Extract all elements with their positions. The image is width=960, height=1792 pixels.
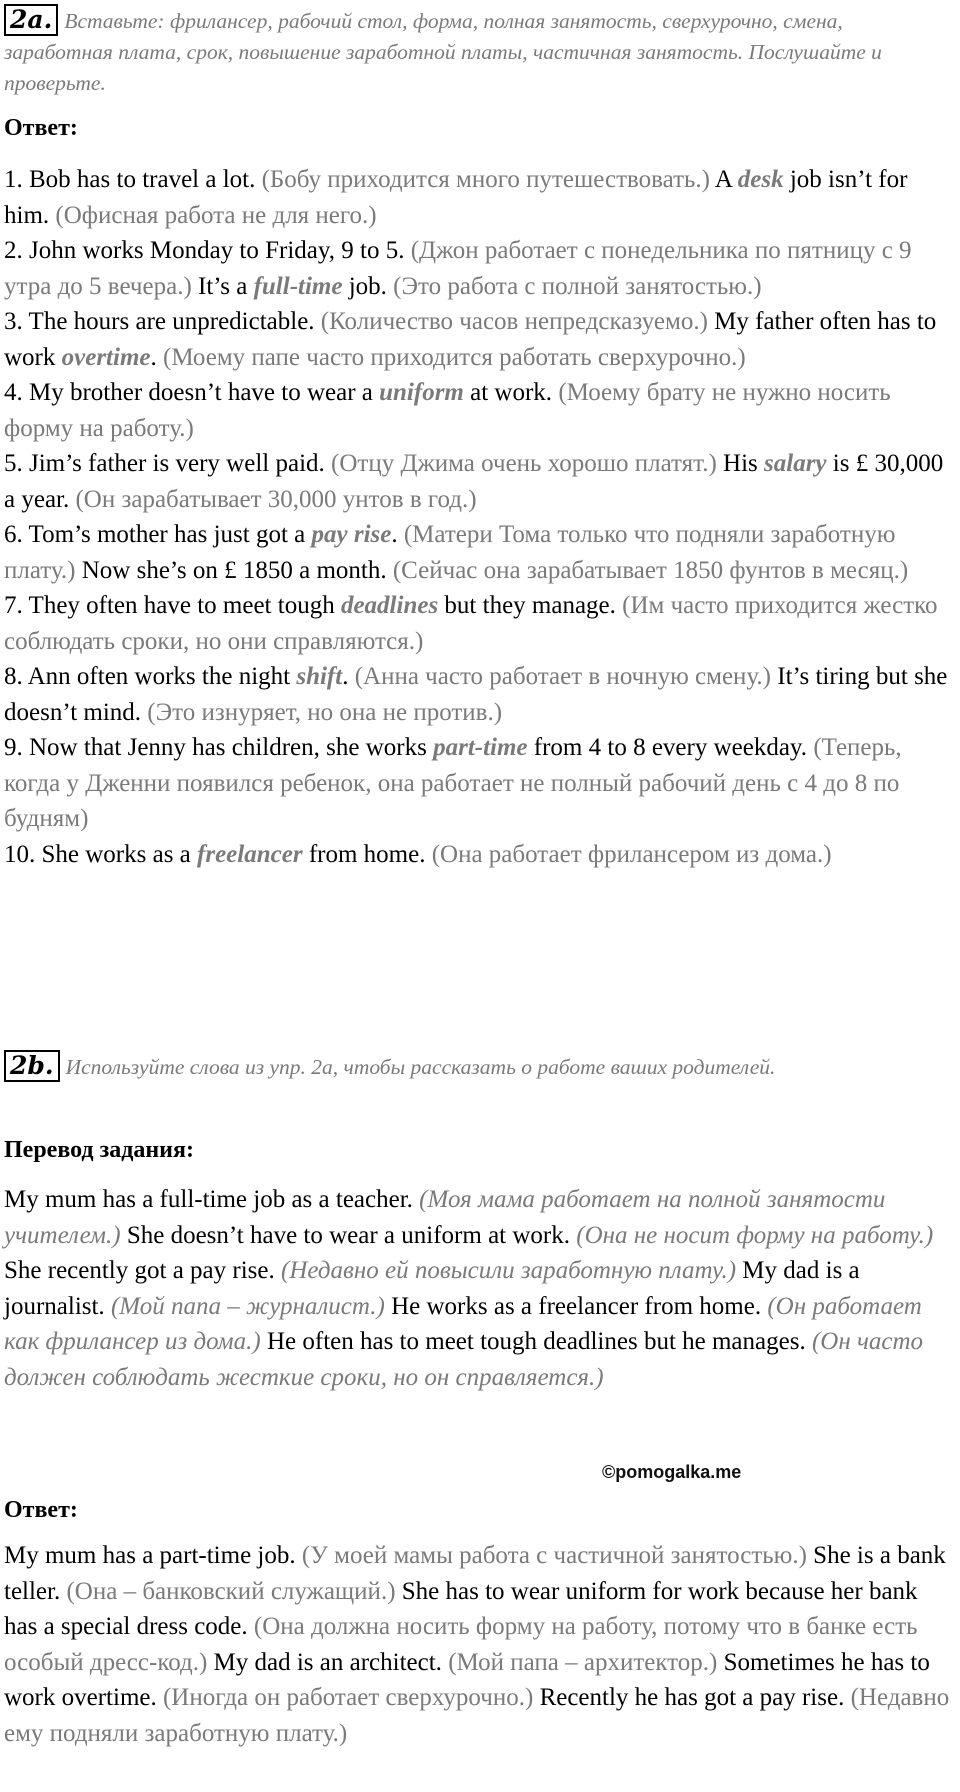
answer-item: 5. Jim’s father is very well paid. (Отцу Джима очень хорошо платят.) His salary is £ 30,000 a year. (Он зарабатывает 30,000 унтов в год.)	[4, 450, 944, 513]
task-number-2a: 2a.	[4, 4, 58, 36]
keyword: salary	[764, 450, 827, 477]
keyword: part-time	[433, 734, 528, 761]
answer-heading: Ответ:	[4, 115, 78, 141]
keyword: shift	[296, 663, 343, 690]
task-2b-header	[4, 1050, 954, 1083]
answer-item: 3. The hours are unpredictable. (Количество часов непредсказуемо.) My father often has to work overtime. (Моему папе часто приходится работать сверхурочно.)	[4, 308, 937, 371]
answer-item: 4. My brother doesn’t have to wear a uniform at work. (Моему брату не нужно носить форму на работу.)	[4, 379, 891, 442]
answer-item: 7. They often have to meet tough deadlines but they manage. (Им часто приходится жестко соблюдать сроки, но они справляются.)	[4, 592, 938, 655]
answer-heading-2: Ответ:	[4, 1497, 78, 1523]
translation-paragraph: My mum has a full-time job as a teacher. (Моя мама работает на полной занятости учителем.) She doesn’t have to wear a uniform at work. (Она не носит форму на работу.) She recently got a pay rise. (Недавно ей повысили заработную плату.) My dad is a journalist. (Мой папа – журналист.) He works as a freelancer from home. (Он работает как фрилансер из дома.) He often has to meet tough deadlines but he manages. (Он часто должен соблюдать жесткие сроки, но он справляется.)	[4, 1186, 934, 1391]
answers-list	[4, 162, 956, 872]
copyright-watermark: ©pomogalka.me	[602, 1462, 742, 1482]
keyword: uniform	[379, 379, 464, 406]
task-number-2b: 2b.	[4, 1050, 60, 1082]
answer-item: 1. Bob has to travel a lot. (Бобу приходится много путешествовать.) A desk job isn’t for him. (Офисная работа не для него.)	[4, 166, 908, 229]
task-2a-instruction: Вставьте: фрилансер, рабочий стол, форма, полная занятость, сверхурочно, смена, заработная плата, срок, повышение заработной платы, частичная занятость. Послушайте и проверьте.	[4, 9, 882, 95]
keyword: deadlines	[340, 592, 439, 619]
task-2b-instruction: Используйте слова из упр. 2a, чтобы рассказать о работе ваших родителей.	[65, 1055, 776, 1079]
answer-item: 10. She works as a freelancer from home. (Она работает фрилансером из дома.)	[4, 840, 832, 868]
answer-item: 9. Now that Jenny has children, she works part-time from 4 to 8 every weekday. (Теперь, когда у Дженни появился ребенок, она работает не полный рабочий день с 4 до 8 по будням)	[4, 734, 902, 832]
keyword: full-time	[253, 272, 343, 300]
keyword: overtime	[61, 343, 151, 371]
keyword: desk	[737, 166, 784, 193]
keyword: pay rise	[311, 521, 392, 548]
answer-item: 2. John works Monday to Friday, 9 to 5. (Джон работает с понедельника по пятницу с 9 утра до 5 вечера.) It’s a full-time job. (Это работа с полной занятостью.)	[4, 237, 912, 300]
answer-paragraph: My mum has a part-time job. (У моей мамы работа с частичной занятостью.) She is a bank teller. (Она – банковский служащий.) She has to wear uniform for work because her bank has a special dress code. (Она должна носить форму на работу, потому что в банке есть особый дресс-код.) My dad is an architect. (Мой папа – архитектор.) Sometimes he has to work overtime. (Иногда он работает сверхурочно.) Recently he has got a pay rise. (Недавно ему подняли заработную плату.)	[4, 1542, 950, 1747]
answer-item: 8. Ann often works the night shift. (Анна часто работает в ночную смену.) It’s tiring but she doesn’t mind. (Это изнуряет, но она не против.)	[4, 663, 948, 726]
keyword: freelancer	[197, 840, 303, 868]
answer-item: 6. Tom’s mother has just got a pay rise. (Матери Тома только что подняли заработную плату.) Now she’s on £ 1850 a month. (Сейчас она зарабатывает 1850 фунтов в месяц.)	[4, 521, 909, 584]
translation-heading: Перевод задания:	[4, 1137, 194, 1163]
task-2a-header	[4, 4, 954, 99]
